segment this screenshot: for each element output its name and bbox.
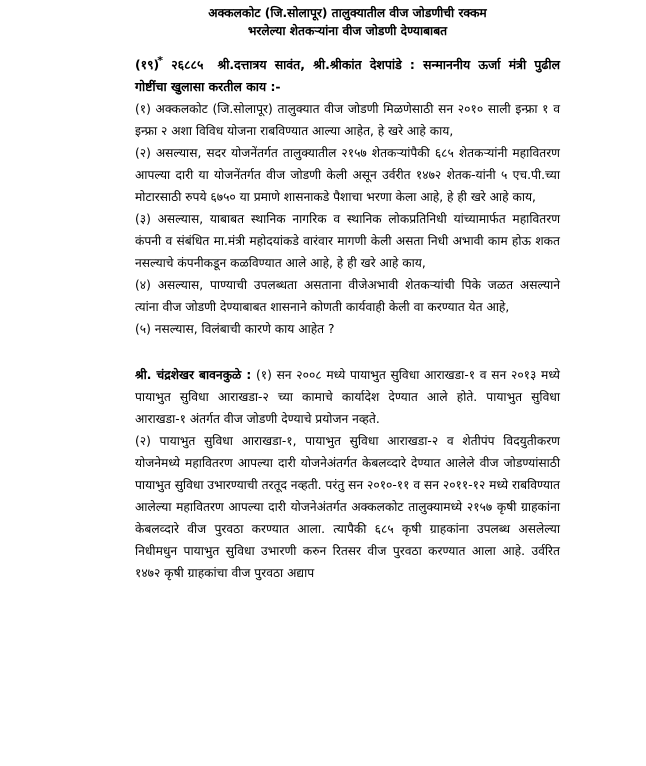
question-part-2: (२) असल्यास, सदर योजनेंतर्गत तालुक्यातील २१५७ शेतकऱ्यांपैकी ६८५ शेतकऱ्यांनी महावितरण आपल्या दारी या योजनेंतर्गत वीज जोडणी केली असून उर्वरीत १४७२ शेतक-यांनी ५ एच.पी.च्या मोटारसाठी रुपये ६७५० या प्रमाणे शासनाकडे पैशाचा भरणा केला आहे, हे ही खरे आहे काय, — [135, 146, 560, 204]
question-serial: (१९) — [135, 57, 160, 72]
answer-part-1: (१) सन २००८ मध्ये पायाभुत सुविधा आराखडा-१ व सन २०१३ मध्ये पायाभुत सुविधा आराखडा-२ च्या कामाचे कार्यादेश देण्यात आले होते. पायाभुत सुविधा आराखडा-१ अंतर्गत वीज जोडणी देण्याचे प्रयोजन नव्हते. — [135, 368, 560, 426]
question-part-4: (४) असल्यास, पाण्याची उपलब्धता असताना वीजेअभावी शेतकऱ्यांची पिके जळत असल्याने त्यांना वीज जोडणी देण्याबाबत शासनाने कोणती कार्यवाही केली वा करण्यात येत आहे, — [135, 278, 560, 314]
question-intro: सन्माननीय ऊर्जा मंत्री पुढील गोष्टींचा खुलासा करतील काय :- — [135, 57, 560, 94]
answer-minister: श्री. चंद्रशेखर बावनकुळे : — [135, 368, 252, 382]
question-part-3: (३) असल्यास, याबाबत स्थानिक नागरिक व स्थानिक लोकप्रतिनिधी यांच्यामार्फत महावितरण कंपनी व संबंधित मा.मंत्री महोदयांकडे वारंवार मागणी केली असता निधी अभावी काम होऊ शकत नसल्याचे कंपनीकडून कळविण्यात आले आहे, हे ही खरे आहे काय, — [135, 212, 560, 270]
question-part-1: (१) अक्कलकोट (जि.सोलापूर) तालुक्यात वीज जोडणी मिळणेसाठी सन २०१० साली इन्फ्रा १ व इन्फ्रा २ अशा विविध योजना राबविण्यात आल्या आहेत, हे खरे आहे काय, — [135, 102, 560, 138]
question-number-wrap — [157, 54, 204, 72]
question-part-5: (५) नसल्यास, विलंबाची कारणे काय आहेत ? — [135, 322, 335, 336]
answer-part-1-paragraph — [135, 364, 560, 430]
section-gap — [135, 340, 560, 364]
title-line-2: भरलेल्या शेतकऱ्यांना वीज जोडणी देण्याबाबत — [247, 24, 448, 38]
title-line-1: अक्कलकोट (जि.सोलापूर) तालुक्यातील वीज जोडणीची रक्कम — [208, 6, 487, 20]
question-heading — [135, 54, 560, 98]
document-title — [135, 4, 560, 40]
answer-part-2: (२) पायाभुत सुविधा आराखडा-१, पायाभुत सुविधा आराखडा-२ व शेतीपंप विदयुतीकरण योजनेमध्ये महावितरण आपल्या दारी योजनेअंतर्गत केबलव्दारे देण्यात आलेले वीज जोडण्यांसाठी पायाभुत सुविधा उभारण्याची तरतूद नव्हती. परंतु सन २०१०-११ व सन २०११-१२ मध्ये राबविण्यात आलेल्या महावितरण आपल्या दारी योजनेअंतर्गत अक्कलकोट तालुक्यामध्ये २१५७ कृषी ग्राहकांना केबलव्दारे वीज पुरवठा करण्यात आला. त्यापैकी ६८५ कृषी ग्राहकांना उपलब्ध असलेल्या निधीमधुन पायाभुत सुविधा उभारणी करुन रितसर वीज पुरवठा करण्यात आला आहे. उर्वरित १४७२ कृषी ग्राहकांचा वीज पुरवठा अद्याप — [135, 434, 560, 580]
question-members: श्री.दत्तात्रय सावंत, श्री.श्रीकांत देशपांडे : — [217, 57, 415, 72]
question-number: २६८८५ — [171, 57, 204, 72]
starred-mark: * — [157, 54, 163, 67]
